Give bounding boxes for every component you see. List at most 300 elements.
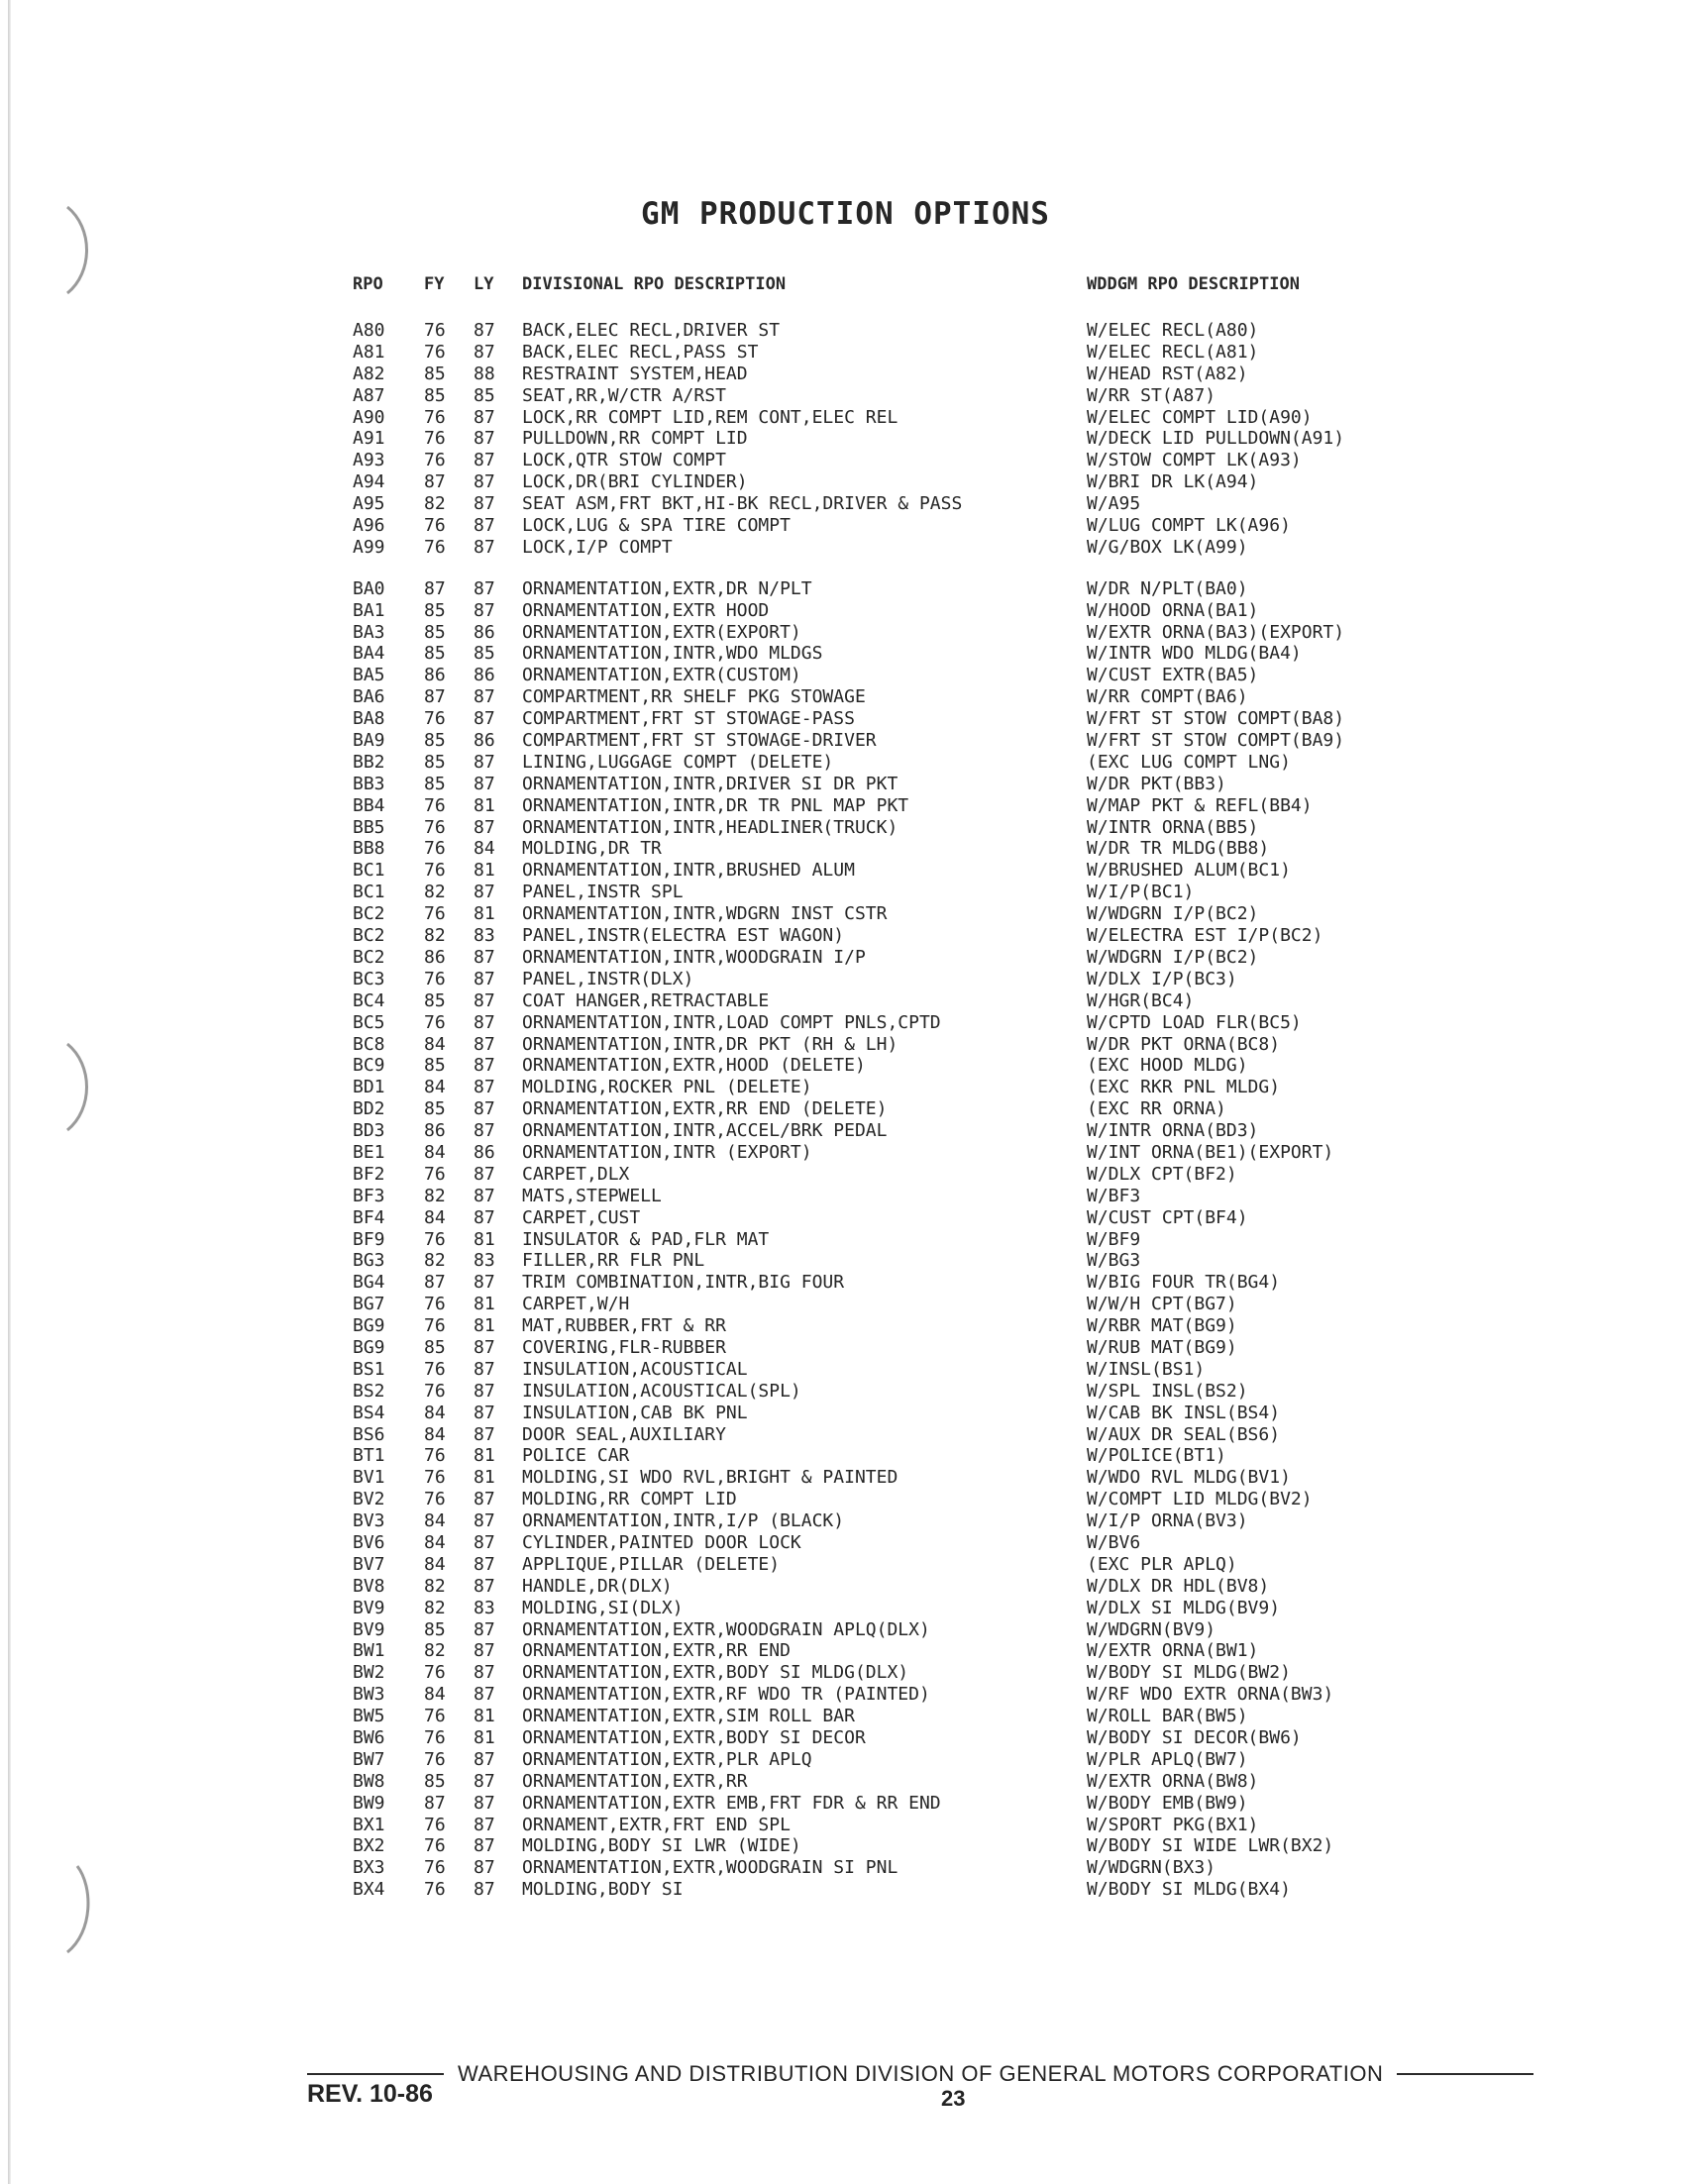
rpo-code: BS4 (353, 1402, 385, 1423)
first-year: 76 (424, 1445, 446, 1467)
first-year: 76 (424, 1727, 446, 1748)
divisional-description: ORNAMENTATION,EXTR(CUSTOM) (522, 665, 801, 686)
table-row (0, 1771, 1691, 1793)
wddgm-description: W/G/BOX LK(A99) (1087, 536, 1248, 558)
footer-rule-right (1397, 2073, 1533, 2075)
divisional-description: CYLINDER,PAINTED DOOR LOCK (522, 1531, 801, 1553)
column-header-wddgm: WDDGM RPO DESCRIPTION (1087, 274, 1300, 294)
table-row (0, 1510, 1691, 1532)
wddgm-description: W/INSL(BS1) (1087, 1358, 1206, 1380)
column-header-ly: LY (474, 274, 494, 294)
table-row (0, 1640, 1691, 1662)
first-year: 76 (424, 1163, 446, 1185)
first-year: 82 (424, 1185, 446, 1206)
rpo-code: BA0 (353, 577, 385, 599)
divisional-description: ORNAMENTATION,EXTR,BODY SI MLDG(DLX) (522, 1662, 909, 1684)
divisional-description: RESTRAINT SYSTEM,HEAD (522, 363, 748, 384)
divisional-description: MOLDING,DR TR (522, 838, 662, 860)
first-year: 76 (424, 450, 446, 471)
divisional-description: MOLDING,ROCKER PNL (DELETE) (522, 1077, 812, 1098)
table-row (0, 1229, 1691, 1251)
divisional-description: ORNAMENTATION,EXTR,RR END (522, 1640, 791, 1662)
last-year: 87 (474, 1770, 495, 1792)
rpo-code: BD2 (353, 1098, 385, 1120)
first-year: 76 (424, 1467, 446, 1489)
divisional-description: DOOR SEAL,AUXILIARY (522, 1423, 726, 1445)
last-year: 81 (474, 1445, 495, 1467)
first-year: 84 (424, 1077, 446, 1098)
divisional-description: ORNAMENTATION,INTR,WDGRN INST CSTR (522, 903, 888, 925)
first-year: 86 (424, 946, 446, 968)
table-row (0, 1207, 1691, 1229)
divisional-description: ORNAMENTATION,EXTR,PLR APLQ (522, 1748, 812, 1770)
first-year: 85 (424, 1618, 446, 1640)
wddgm-description: W/DLX CPT(BF2) (1087, 1163, 1237, 1185)
table-row (0, 1164, 1691, 1186)
last-year: 87 (474, 686, 495, 708)
divisional-description: CARPET,W/H (522, 1294, 630, 1315)
wddgm-description: (EXC LUG COMPT LNG) (1087, 751, 1291, 773)
wddgm-description: W/LUG COMPT LK(A96) (1087, 515, 1291, 537)
first-year: 87 (424, 1792, 446, 1814)
divisional-description: ORNAMENTATION,INTR (EXPORT) (522, 1141, 812, 1163)
first-year: 84 (424, 1423, 446, 1445)
first-year: 82 (424, 1597, 446, 1618)
last-year: 87 (474, 406, 495, 428)
divisional-description: BACK,ELEC RECL,PASS ST (522, 341, 759, 363)
rpo-code: BX4 (353, 1879, 385, 1901)
divisional-description: PANEL,INSTR SPL (522, 882, 684, 903)
rpo-code: BC1 (353, 860, 385, 882)
wddgm-description: W/WDGRN I/P(BC2) (1087, 946, 1259, 968)
wddgm-description: W/BG3 (1087, 1250, 1141, 1272)
last-year: 87 (474, 1662, 495, 1684)
table-row (0, 1424, 1691, 1446)
wddgm-description: W/RUB MAT(BG9) (1087, 1336, 1237, 1358)
table-row (0, 1186, 1691, 1207)
table-row (0, 1403, 1691, 1424)
rpo-code: BA4 (353, 643, 385, 665)
last-year: 87 (474, 816, 495, 838)
rpo-code: BA3 (353, 621, 385, 643)
divisional-description: PANEL,INSTR(DLX) (522, 968, 694, 989)
wddgm-description: (EXC RR ORNA) (1087, 1098, 1226, 1120)
first-year: 86 (424, 665, 446, 686)
first-year: 76 (424, 1315, 446, 1337)
divisional-description: POLICE CAR (522, 1445, 630, 1467)
table-row (0, 1684, 1691, 1706)
divisional-description: ORNAMENTATION,EXTR(EXPORT) (522, 621, 801, 643)
wddgm-description: W/BV6 (1087, 1531, 1141, 1553)
table-row (0, 1857, 1691, 1879)
table-row (0, 1879, 1691, 1901)
footer-division: WAREHOUSING AND DISTRIBUTION DIVISION OF GENERAL MOTORS CORPORATION (458, 2061, 1384, 2086)
divisional-description: MOLDING,BODY SI LWR (WIDE) (522, 1835, 801, 1857)
last-year: 87 (474, 946, 495, 968)
last-year: 87 (474, 1618, 495, 1640)
divisional-description: COAT HANGER,RETRACTABLE (522, 989, 770, 1011)
rpo-code: BW1 (353, 1640, 385, 1662)
table-row (0, 1034, 1691, 1056)
table-row (0, 795, 1691, 817)
last-year: 87 (474, 341, 495, 363)
divisional-description: ORNAMENTATION,EXTR,DR N/PLT (522, 577, 812, 599)
divisional-description: MAT,RUBBER,FRT & RR (522, 1315, 726, 1337)
table-row (0, 708, 1691, 730)
table-row (0, 1467, 1691, 1489)
page-title: GM PRODUCTION OPTIONS (641, 196, 1050, 232)
rpo-code: A87 (353, 384, 385, 406)
rpo-code: BX3 (353, 1857, 385, 1879)
table-row (0, 1359, 1691, 1381)
rpo-code: BW7 (353, 1748, 385, 1770)
wddgm-description: W/AUX DR SEAL(BS6) (1087, 1423, 1281, 1445)
table-row (0, 407, 1691, 429)
first-year: 76 (424, 816, 446, 838)
divisional-description: ORNAMENTATION,INTR,WOODGRAIN I/P (522, 946, 866, 968)
table-row (0, 643, 1691, 665)
rpo-code: BV8 (353, 1575, 385, 1597)
table-row (0, 752, 1691, 774)
divisional-description: TRIM COMBINATION,INTR,BIG FOUR (522, 1272, 845, 1294)
table-row (0, 1554, 1691, 1576)
first-year: 85 (424, 1098, 446, 1120)
last-year: 87 (474, 1792, 495, 1814)
last-year: 87 (474, 1033, 495, 1055)
last-year: 87 (474, 708, 495, 730)
table-row (0, 1120, 1691, 1142)
rpo-code: BG3 (353, 1250, 385, 1272)
last-year: 87 (474, 536, 495, 558)
last-year: 87 (474, 1358, 495, 1380)
rpo-code: BV6 (353, 1531, 385, 1553)
last-year: 87 (474, 1011, 495, 1033)
divisional-description: LINING,LUGGAGE COMPT (DELETE) (522, 751, 834, 773)
first-year: 87 (424, 1272, 446, 1294)
rpo-code: BC2 (353, 946, 385, 968)
last-year: 87 (474, 1553, 495, 1575)
last-year: 87 (474, 1336, 495, 1358)
divisional-description: COMPARTMENT,RR SHELF PKG STOWAGE (522, 686, 866, 708)
wddgm-description: W/PLR APLQ(BW7) (1087, 1748, 1248, 1770)
divisional-description: ORNAMENTATION,EXTR,RR (522, 1770, 748, 1792)
wddgm-description: W/BODY EMB(BW9) (1087, 1792, 1248, 1814)
first-year: 76 (424, 1489, 446, 1510)
divisional-description: ORNAMENTATION,EXTR EMB,FRT FDR & RR END (522, 1792, 941, 1814)
wddgm-description: W/DLX I/P(BC3) (1087, 968, 1237, 989)
rpo-code: BA6 (353, 686, 385, 708)
wddgm-description: W/BODY SI DECOR(BW6) (1087, 1727, 1302, 1748)
column-header-divisional: DIVISIONAL RPO DESCRIPTION (522, 274, 787, 294)
last-year: 87 (474, 1402, 495, 1423)
first-year: 76 (424, 903, 446, 925)
last-year: 87 (474, 450, 495, 471)
divisional-description: ORNAMENTATION,INTR,WDO MLDGS (522, 643, 823, 665)
first-year: 76 (424, 708, 446, 730)
first-year: 76 (424, 968, 446, 989)
divisional-description: ORNAMENTATION,INTR,BRUSHED ALUM (522, 860, 855, 882)
rpo-code: BF2 (353, 1163, 385, 1185)
rpo-code: A82 (353, 363, 385, 384)
last-year: 87 (474, 1098, 495, 1120)
rpo-code: BC8 (353, 1033, 385, 1055)
divisional-description: MOLDING,SI WDO RVL,BRIGHT & PAINTED (522, 1467, 898, 1489)
last-year: 87 (474, 1531, 495, 1553)
table-row (0, 686, 1691, 708)
table-row (0, 969, 1691, 990)
first-year: 86 (424, 1120, 446, 1142)
table-row (0, 1250, 1691, 1272)
table-row (0, 1532, 1691, 1554)
wddgm-description: (EXC PLR APLQ) (1087, 1553, 1237, 1575)
last-year: 83 (474, 1250, 495, 1272)
first-year: 84 (424, 1684, 446, 1706)
wddgm-description: W/ELEC RECL(A81) (1087, 341, 1259, 363)
last-year: 87 (474, 1185, 495, 1206)
table-row (0, 537, 1691, 559)
last-year: 87 (474, 515, 495, 537)
first-year: 85 (424, 1336, 446, 1358)
wddgm-description: W/EXTR ORNA(BW8) (1087, 1770, 1259, 1792)
first-year: 76 (424, 1228, 446, 1250)
first-year: 76 (424, 838, 446, 860)
wddgm-description: W/DLX SI MLDG(BV9) (1087, 1597, 1281, 1618)
last-year: 87 (474, 1272, 495, 1294)
divisional-description: ORNAMENTATION,EXTR,BODY SI DECOR (522, 1727, 866, 1748)
rpo-code: BC1 (353, 882, 385, 903)
last-year: 87 (474, 1055, 495, 1077)
table-row (0, 578, 1691, 600)
divisional-description: ORNAMENTATION,EXTR,RF WDO TR (PAINTED) (522, 1684, 930, 1706)
wddgm-description: W/RR COMPT(BA6) (1087, 686, 1248, 708)
table-row (0, 342, 1691, 364)
last-year: 87 (474, 1120, 495, 1142)
first-year: 84 (424, 1141, 446, 1163)
last-year: 81 (474, 860, 495, 882)
rpo-code: BC5 (353, 1011, 385, 1033)
divisional-description: BACK,ELEC RECL,DRIVER ST (522, 320, 781, 341)
wddgm-description: W/INTR ORNA(BD3) (1087, 1120, 1259, 1142)
first-year: 84 (424, 1553, 446, 1575)
wddgm-description: W/CAB BK INSL(BS4) (1087, 1402, 1281, 1423)
options-table (0, 320, 1691, 1901)
wddgm-description: W/HEAD RST(A82) (1087, 363, 1248, 384)
last-year: 87 (474, 882, 495, 903)
table-row (0, 1749, 1691, 1771)
rpo-code: BB5 (353, 816, 385, 838)
rpo-code: BA9 (353, 730, 385, 752)
wddgm-description: W/DR PKT(BB3) (1087, 773, 1226, 794)
rpo-code: BC3 (353, 968, 385, 989)
first-year: 76 (424, 1380, 446, 1402)
divisional-description: ORNAMENTATION,EXTR,WOODGRAIN APLQ(DLX) (522, 1618, 930, 1640)
last-year: 87 (474, 1640, 495, 1662)
rpo-code: BB3 (353, 773, 385, 794)
wddgm-description: W/BODY SI WIDE LWR(BX2) (1087, 1835, 1334, 1857)
last-year: 87 (474, 493, 495, 515)
first-year: 87 (424, 686, 446, 708)
first-year: 87 (424, 471, 446, 493)
divisional-description: ORNAMENTATION,EXTR,WOODGRAIN SI PNL (522, 1857, 898, 1879)
table-row (0, 385, 1691, 407)
last-year: 87 (474, 1489, 495, 1510)
wddgm-description: W/CUST EXTR(BA5) (1087, 665, 1259, 686)
table-row (0, 450, 1691, 471)
first-year: 76 (424, 341, 446, 363)
wddgm-description: W/WDGRN I/P(BC2) (1087, 903, 1259, 925)
first-year: 85 (424, 1055, 446, 1077)
table-row (0, 1576, 1691, 1598)
divisional-description: PULLDOWN,RR COMPT LID (522, 428, 748, 450)
rpo-code: A81 (353, 341, 385, 363)
rpo-code: BA1 (353, 599, 385, 621)
first-year: 76 (424, 536, 446, 558)
first-year: 82 (424, 1575, 446, 1597)
table-row (0, 1381, 1691, 1403)
first-year: 76 (424, 1011, 446, 1033)
wddgm-description: W/DECK LID PULLDOWN(A91) (1087, 428, 1345, 450)
wddgm-description: W/BRI DR LK(A94) (1087, 471, 1259, 493)
rpo-code: BV2 (353, 1489, 385, 1510)
wddgm-description: W/DR PKT ORNA(BC8) (1087, 1033, 1281, 1055)
last-year: 87 (474, 1879, 495, 1901)
rpo-code: A94 (353, 471, 385, 493)
divisional-description: LOCK,RR COMPT LID,REM CONT,ELEC REL (522, 406, 898, 428)
first-year: 85 (424, 730, 446, 752)
divisional-description: ORNAMENTATION,INTR,DR PKT (RH & LH) (522, 1033, 898, 1055)
last-year: 87 (474, 1748, 495, 1770)
divisional-description: LOCK,QTR STOW COMPT (522, 450, 726, 471)
first-year: 85 (424, 751, 446, 773)
wddgm-description: W/WDGRN(BV9) (1087, 1618, 1216, 1640)
last-year: 87 (474, 1423, 495, 1445)
last-year: 81 (474, 1228, 495, 1250)
rpo-code: A80 (353, 320, 385, 341)
wddgm-description: W/ROLL BAR(BW5) (1087, 1706, 1248, 1727)
wddgm-description: W/CPTD LOAD FLR(BC5) (1087, 1011, 1302, 1033)
rpo-code: BA8 (353, 708, 385, 730)
divisional-description: MOLDING,RR COMPT LID (522, 1489, 737, 1510)
divisional-description: ORNAMENTATION,EXTR,SIM ROLL BAR (522, 1706, 855, 1727)
table-row (0, 665, 1691, 686)
first-year: 84 (424, 1402, 446, 1423)
table-row (0, 947, 1691, 969)
rpo-code: BG9 (353, 1315, 385, 1337)
rpo-code: BG7 (353, 1294, 385, 1315)
wddgm-description: W/DLX DR HDL(BV8) (1087, 1575, 1270, 1597)
first-year: 76 (424, 794, 446, 816)
wddgm-description: W/SPORT PKG(BX1) (1087, 1814, 1259, 1835)
first-year: 76 (424, 1835, 446, 1857)
rpo-code: BG9 (353, 1336, 385, 1358)
divisional-description: ORNAMENTATION,INTR,LOAD COMPT PNLS,CPTD (522, 1011, 941, 1033)
table-row (0, 1098, 1691, 1120)
footer-rule-left (307, 2073, 444, 2075)
last-year: 87 (474, 577, 495, 599)
first-year: 85 (424, 363, 446, 384)
rpo-code: BX2 (353, 1835, 385, 1857)
table-row (0, 600, 1691, 622)
wddgm-description: W/BF9 (1087, 1228, 1141, 1250)
rpo-code: BW9 (353, 1792, 385, 1814)
table-row (0, 1294, 1691, 1315)
divisional-description: INSULATION,CAB BK PNL (522, 1402, 748, 1423)
last-year: 86 (474, 730, 495, 752)
rpo-code: BW6 (353, 1727, 385, 1748)
last-year: 87 (474, 751, 495, 773)
last-year: 87 (474, 471, 495, 493)
table-row (0, 1662, 1691, 1684)
footer-rule (307, 2061, 1595, 2087)
wddgm-description: W/ELECTRA EST I/P(BC2) (1087, 925, 1323, 947)
rpo-code: BF9 (353, 1228, 385, 1250)
divisional-description: PANEL,INSTR(ELECTRA EST WAGON) (522, 925, 845, 947)
wddgm-description: W/EXTR ORNA(BW1) (1087, 1640, 1259, 1662)
first-year: 84 (424, 1531, 446, 1553)
table-row (0, 1598, 1691, 1619)
divisional-description: FILLER,RR FLR PNL (522, 1250, 705, 1272)
table-row (0, 1012, 1691, 1034)
rpo-code: BD3 (353, 1120, 385, 1142)
last-year: 87 (474, 1835, 495, 1857)
table-row (0, 774, 1691, 795)
wddgm-description: W/RR ST(A87) (1087, 384, 1216, 406)
rpo-code: BF3 (353, 1185, 385, 1206)
wddgm-description: W/BODY SI MLDG(BW2) (1087, 1662, 1291, 1684)
table-row (0, 903, 1691, 925)
divisional-description: ORNAMENTATION,INTR,DRIVER SI DR PKT (522, 773, 898, 794)
last-year: 87 (474, 1510, 495, 1532)
last-year: 87 (474, 1077, 495, 1098)
wddgm-description: W/FRT ST STOW COMPT(BA8) (1087, 708, 1345, 730)
table-row (0, 320, 1691, 342)
last-year: 87 (474, 1814, 495, 1835)
divisional-description: MOLDING,BODY SI (522, 1879, 684, 1901)
first-year: 76 (424, 428, 446, 450)
divisional-description: LOCK,I/P COMPT (522, 536, 673, 558)
last-year: 81 (474, 794, 495, 816)
rpo-code: A91 (353, 428, 385, 450)
first-year: 85 (424, 599, 446, 621)
last-year: 84 (474, 838, 495, 860)
rpo-code: BC2 (353, 903, 385, 925)
last-year: 86 (474, 665, 495, 686)
table-row (0, 817, 1691, 839)
first-year: 76 (424, 320, 446, 341)
first-year: 76 (424, 1358, 446, 1380)
rpo-code: A90 (353, 406, 385, 428)
last-year: 87 (474, 1380, 495, 1402)
divisional-description: INSULATOR & PAD,FLR MAT (522, 1228, 770, 1250)
rpo-code: BW3 (353, 1684, 385, 1706)
first-year: 82 (424, 882, 446, 903)
divisional-description: ORNAMENTATION,INTR,HEADLINER(TRUCK) (522, 816, 898, 838)
wddgm-description: W/I/P ORNA(BV3) (1087, 1510, 1248, 1532)
divisional-description: APPLIQUE,PILLAR (DELETE) (522, 1553, 781, 1575)
first-year: 82 (424, 493, 446, 515)
rpo-code: BV7 (353, 1553, 385, 1575)
last-year: 87 (474, 320, 495, 341)
first-year: 76 (424, 860, 446, 882)
last-year: 87 (474, 1163, 495, 1185)
divisional-description: ORNAMENTATION,INTR,I/P (BLACK) (522, 1510, 845, 1532)
last-year: 83 (474, 1597, 495, 1618)
wddgm-description: W/INTR ORNA(BB5) (1087, 816, 1259, 838)
last-year: 81 (474, 903, 495, 925)
rpo-code: BC4 (353, 989, 385, 1011)
rpo-code: A95 (353, 493, 385, 515)
last-year: 87 (474, 428, 495, 450)
